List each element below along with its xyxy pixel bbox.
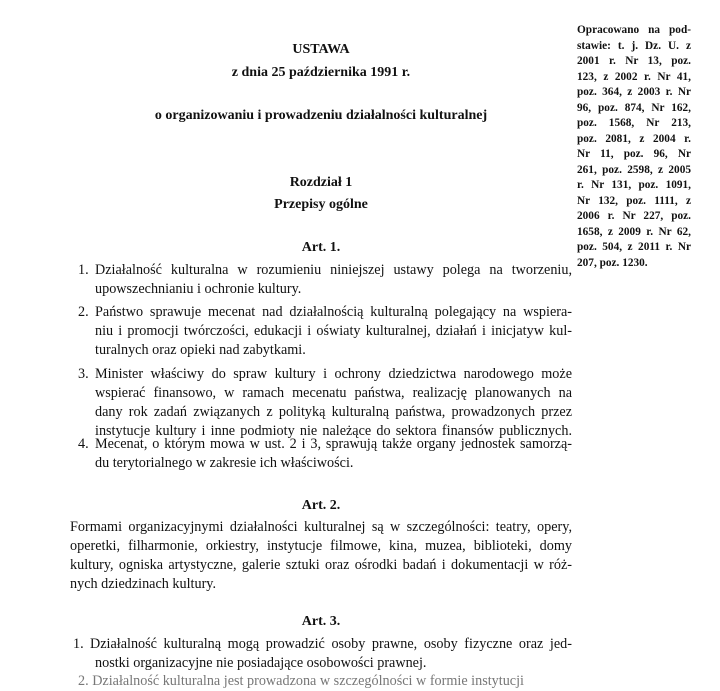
item-number: 2.: [78, 304, 89, 320]
source-note-line: Nr 11, poz. 96, Nr: [577, 148, 691, 160]
article-heading: Art. 2.: [301, 498, 341, 513]
item-line: wspierać finansowo, w ramach mecenatu państwa, realizację planowanych na: [95, 385, 572, 401]
item-number: 3.: [78, 366, 89, 382]
paragraph-line: operetki, filharmonie, orkiestry, instytucje filmowe, kina, muzea, biblioteki, domy: [70, 538, 572, 554]
article-paragraph: [70, 518, 572, 594]
act-date: z dnia 25 października 1991 r.: [231, 65, 411, 80]
article-heading: Art. 1.: [301, 240, 341, 255]
article-item: [78, 435, 572, 473]
source-note-line: 96, poz. 874, Nr 162,: [577, 101, 691, 114]
source-note-line: poz. 2081, z 2004 r.: [577, 132, 691, 145]
item-line: Mecenat, o którym mowa w ust. 2 i 3, sprawują także organy jednostek samorzą-: [95, 436, 572, 452]
item-line: Działalność kulturalna w rozumieniu niniejszej ustawy polega na tworzeniu,: [95, 262, 572, 278]
source-note-line: 123, z 2002 r. Nr 41,: [577, 70, 691, 83]
article-item: [78, 261, 572, 299]
item-line: nostki organizacyjne nie posiadające osobowości prawnej.: [95, 655, 427, 671]
item-line: niu i promocji twórczości, edukacji i oświaty kulturalnej, działań i inicjatyw kul-: [95, 323, 572, 339]
act-title: USTAWA: [292, 42, 350, 57]
paragraph-line: Formami organizacyjnymi działalności kulturalnej są w szczególności: teatry, opery,: [70, 519, 572, 535]
chapter-number: Rozdział 1: [289, 175, 353, 190]
paragraph-line: kultury, ogniska artystyczne, galerie sztuki oraz ośrodki badań i dokumentacji w róż-: [70, 557, 572, 573]
item-line: du terytorialnego w zakresie ich właściwości.: [95, 455, 354, 471]
item-number: 1.: [78, 262, 89, 278]
source-note-line: poz. 1568, Nr 213,: [577, 117, 691, 129]
act-subject: o organizowaniu i prowadzeniu działalności kulturalnej: [154, 108, 488, 123]
item-line: dany rok zadań związanych z polityką kulturalną państwa, prowadzonych przez: [95, 404, 572, 420]
item-line: instytucje kultury i inne podmioty nie należące do sektora finansów publicznych.: [95, 423, 572, 439]
source-note-line: r. Nr 131, poz. 1091,: [577, 179, 691, 191]
item-line: upowszechnianiu i ochronie kultury.: [95, 281, 302, 297]
item-line: Działalność kulturalną mogą prowadzić osoby prawne, osoby fizyczne oraz jed-: [90, 636, 572, 652]
source-note-line: 1658, z 2009 r. Nr 62,: [577, 225, 691, 238]
article-item: [78, 365, 572, 441]
source-note: [577, 23, 691, 271]
source-note-line: 2001 r. Nr 13, poz.: [577, 55, 691, 67]
chapter-title: Przepisy ogólne: [274, 197, 368, 212]
source-note-line: stawie: t. j. Dz. U. z: [577, 39, 691, 52]
article-item: [78, 303, 572, 360]
source-note-line: Opracowano na pod-: [577, 24, 691, 36]
item-line: Minister właściwy do spraw kultury i ochrony dziedzictwa narodowego może: [95, 366, 572, 382]
item-number: 1.: [73, 636, 84, 652]
paragraph-line: nych dziedzinach kultury.: [70, 576, 217, 592]
article-item: [73, 635, 572, 673]
source-note-line: poz. 504, z 2011 r. Nr: [577, 241, 691, 253]
item-line: turalnych oraz opieki nad zabytkami.: [95, 342, 306, 358]
source-note-line: 2006 r. Nr 227, poz.: [577, 210, 691, 222]
source-note-line: poz. 364, z 2003 r. Nr: [577, 86, 691, 98]
item-line: Państwo sprawuje mecenat nad działalnością kulturalną polegający na wspiera-: [95, 304, 572, 320]
item-number: 4.: [78, 436, 89, 452]
clipped-line: 2. Działalność kulturalna jest prowadzona w szczególności w formie instytucji: [78, 673, 524, 689]
article-heading: Art. 3.: [301, 614, 341, 629]
source-note-line: 207, poz. 1230.: [577, 256, 648, 269]
source-note-line: 261, poz. 2598, z 2005: [577, 163, 691, 176]
source-note-line: Nr 132, poz. 1111, z: [577, 194, 691, 207]
